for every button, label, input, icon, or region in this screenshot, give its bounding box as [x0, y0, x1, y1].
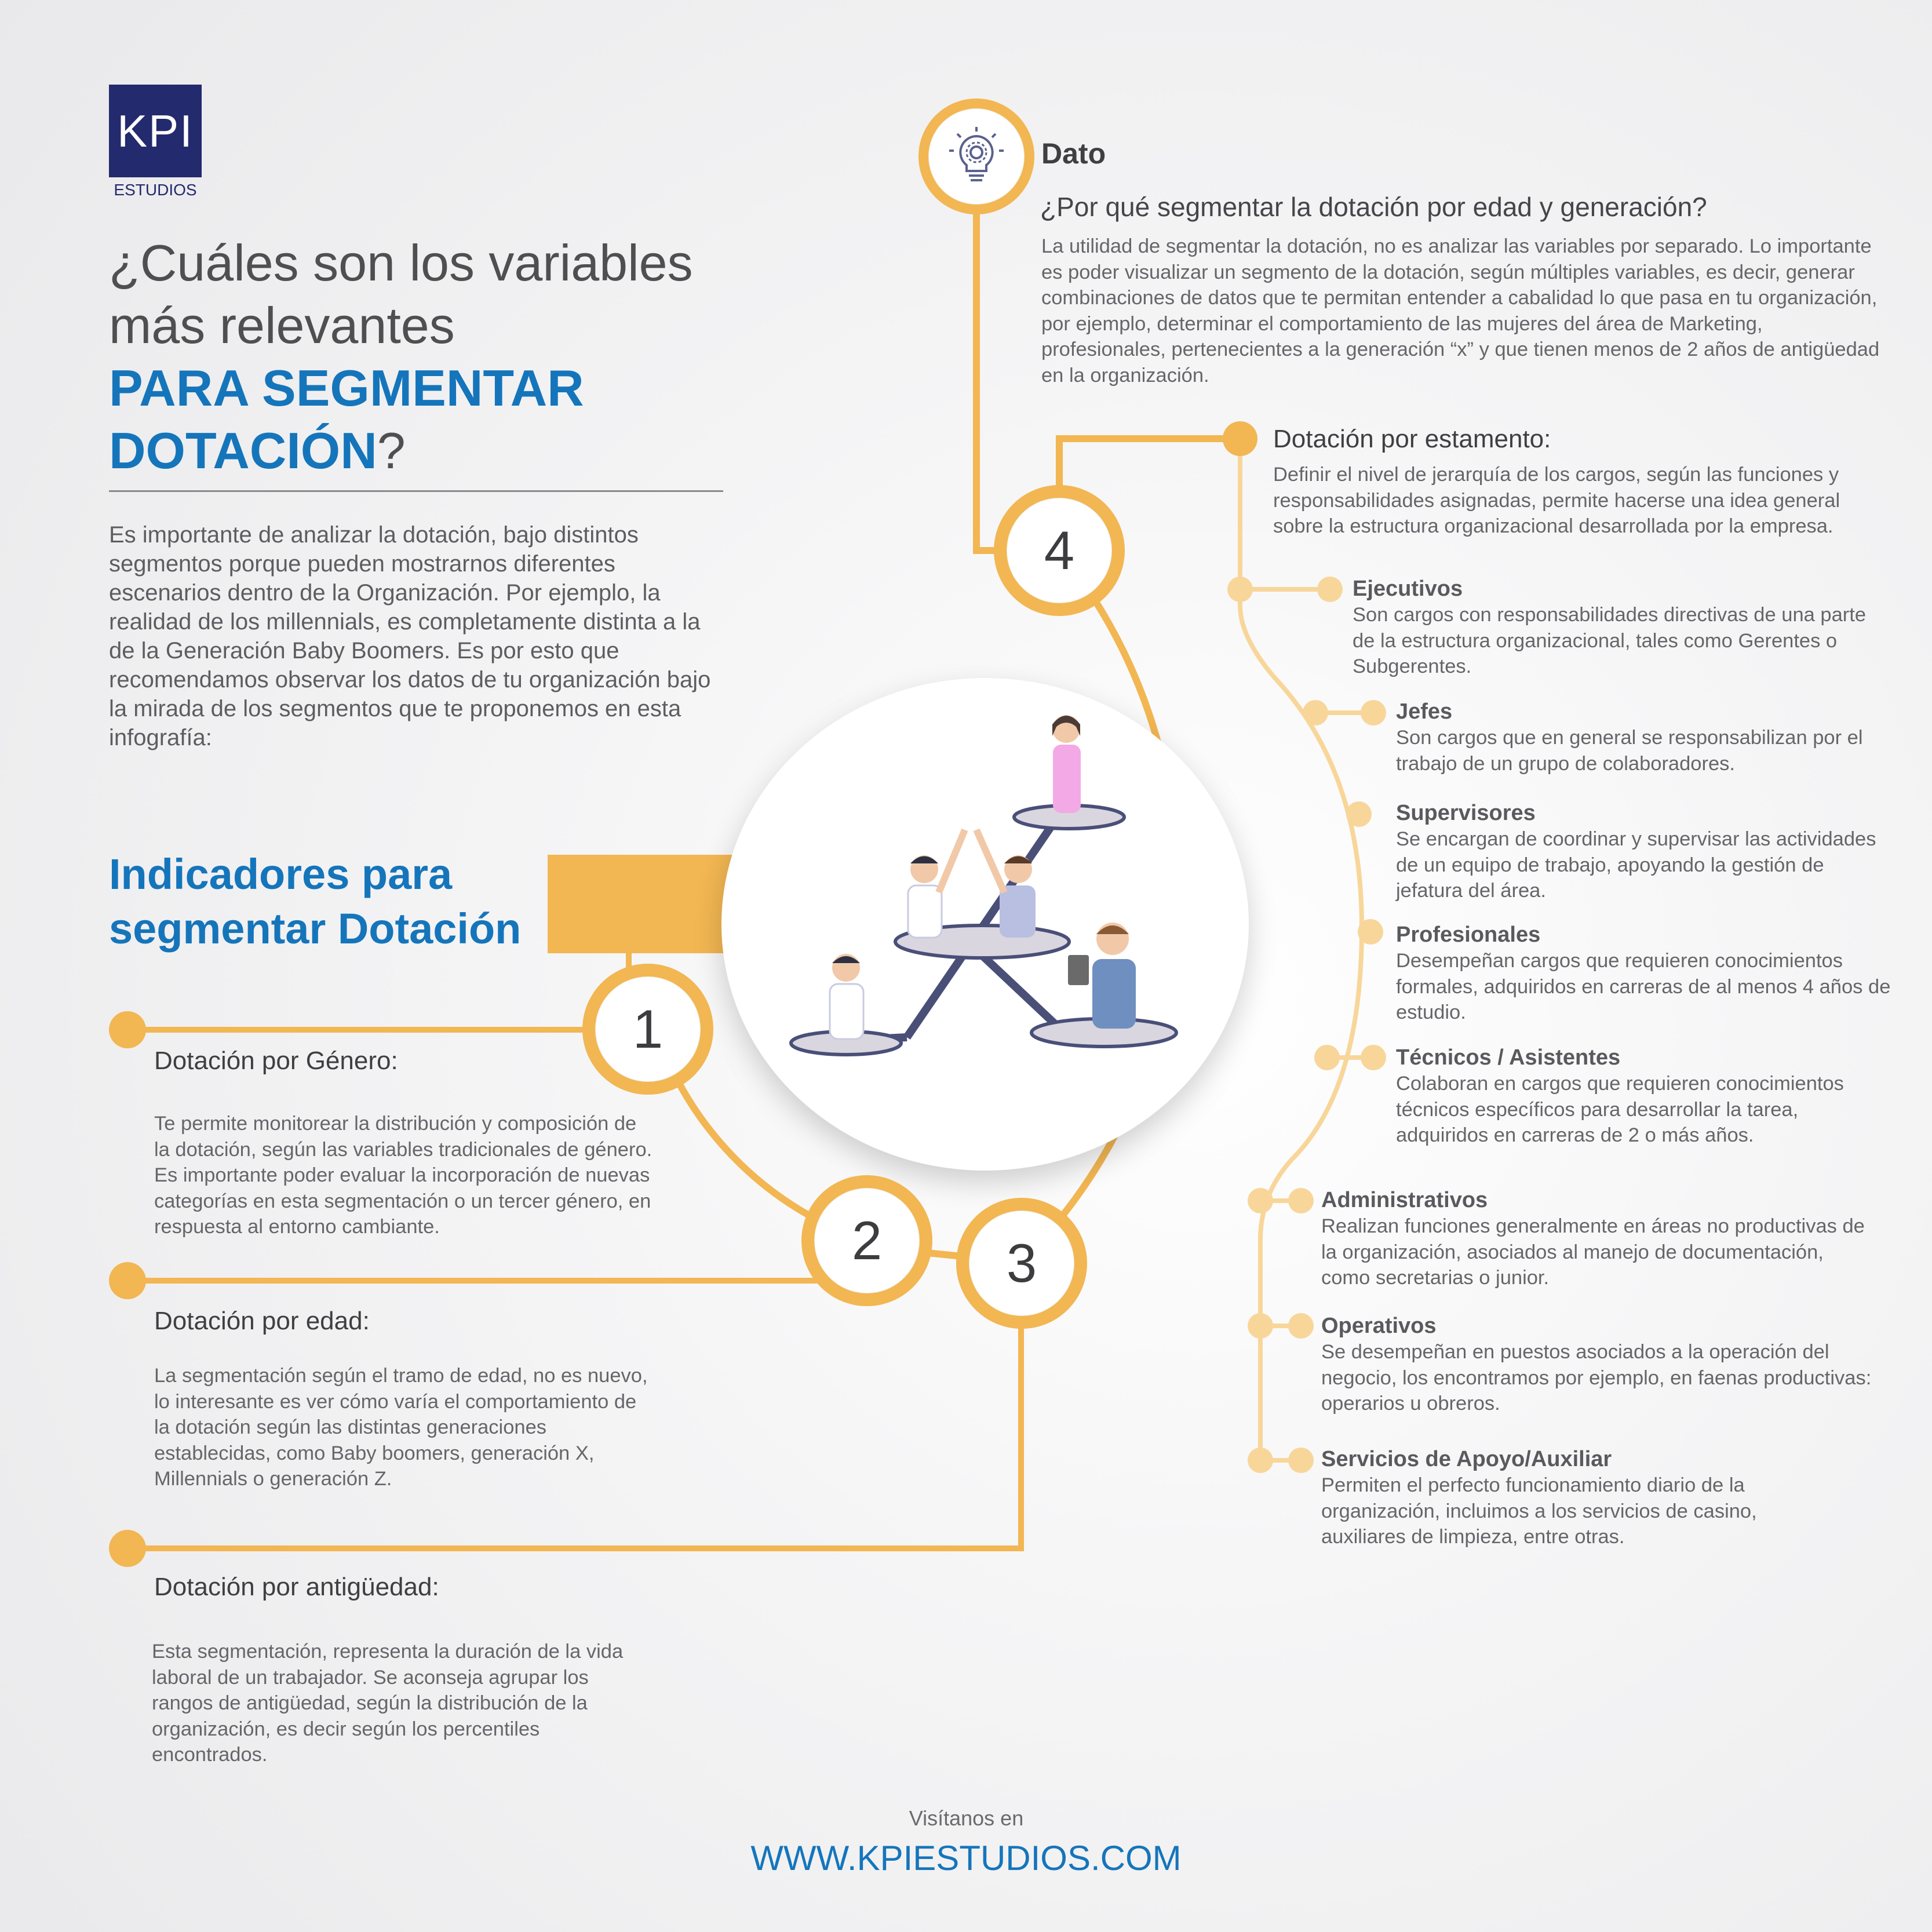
page-title	[109, 232, 735, 482]
footer-website-link[interactable]: WWW.KPIESTUDIOS.COM	[750, 1839, 1182, 1878]
intro-paragraph: Es importante de analizar la dotación, bajo distintos segmentos porque pueden mostrarnos diferentes escenarios dentro de la Organización. Por ejemplo, la realidad de los millennials, es completamente distinta a la de la Generación Baby Boomers. Es por esto que recomendamos observar los datos de tu organización bajo la mirada de los segmentos que te proponemos en esta infografía:	[109, 522, 711, 750]
footer-visit-label: Visítanos en	[909, 1806, 1024, 1830]
number-badge-2	[801, 1175, 932, 1306]
estamento-item-text: Se desempeñan en puestos asociados a la operación del negocio, los encontramos por ejemplo, en faenas productivas: operarios u obreros.	[1321, 1341, 1872, 1415]
indicators-label-line-2: segmentar Dotación	[109, 905, 522, 953]
estamento-item-text: Son cargos con responsabilidades directivas de una parte de la estructura organizacional, tales como Gerentes o Subgerentes.	[1353, 604, 1867, 677]
estamento-item-operativos	[1321, 1313, 1889, 1417]
title-line-4	[109, 420, 735, 482]
genero-title: Dotación por Género:	[154, 1047, 398, 1075]
estamento-item-tecnicos	[1396, 1044, 1894, 1149]
title-divider	[109, 490, 723, 492]
estamento-item-text: Son cargos que en general se responsabilizan por el trabajo de un grupo de colaboradores.	[1396, 727, 1863, 775]
lightbulb-badge	[918, 99, 1034, 214]
team-figures-icon	[721, 678, 1249, 1171]
edad-text: La segmentación según el tramo de edad, no es nuevo, lo interesante es ver cómo varía el comportamiento de la dotación según las distintas generaciones establecidas, como Baby boomers, generación X, Millennials o generación Z.	[154, 1365, 648, 1490]
number-badge-3	[956, 1198, 1087, 1329]
estamento-item-text: Desempeñan cargos que requieren conocimientos formales, adquiridos en carreras de al menos 4 años de estudio.	[1396, 950, 1891, 1023]
title-line-2: más relevantes	[109, 297, 455, 354]
estamento-item-servicios	[1321, 1446, 1843, 1550]
title-line-4-end: ?	[377, 422, 406, 479]
estamento-item-profesionales	[1396, 921, 1894, 1026]
indicators-label-line-1: Indicadores para	[109, 850, 453, 898]
number-3-label: 3	[969, 1211, 1074, 1315]
estamento-item-title: Ejecutivos	[1353, 577, 1463, 601]
estamento-item-text: Realizan funciones generalmente en áreas no productivas de la organización, asociados al manejo de documentación, como secretarias o junior.	[1321, 1215, 1865, 1289]
indicators-label	[109, 847, 573, 956]
estamento-item-title: Administrativos	[1321, 1188, 1488, 1212]
estamento-item-text: Permiten el perfecto funcionamiento diario de la organización, incluimos a los servicios de casino, auxiliares de limpieza, entre otras.	[1321, 1474, 1757, 1548]
kpi-logo[interactable]	[109, 85, 202, 198]
estamento-item-text: Colaboran en cargos que requieren conocimientos técnicos específicos para desarrollar la tarea, adquiridos en carreras de 2 o más años.	[1396, 1073, 1844, 1146]
estamento-title: Dotación por estamento:	[1273, 425, 1551, 453]
number-2-label: 2	[815, 1189, 919, 1293]
dato-label: Dato	[1041, 137, 1106, 170]
estamento-item-title: Técnicos / Asistentes	[1396, 1045, 1621, 1070]
estamento-item-supervisores	[1396, 800, 1894, 904]
estamento-text: Definir el nivel de jerarquía de los cargos, según las funciones y responsabilidades asignadas, permite hacerse una idea general sobre la estructura organizacional desarrollada por la empresa.	[1273, 464, 1840, 537]
dato-question: ¿Por qué segmentar la dotación por edad y generación?	[1040, 192, 1707, 222]
title-line-1: ¿Cuáles son los variables	[109, 234, 693, 291]
estamento-item-jefes	[1396, 698, 1894, 777]
number-4-label: 4	[1007, 498, 1111, 603]
estamento-item-title: Servicios de Apoyo/Auxiliar	[1321, 1447, 1612, 1471]
estamento-item-title: Jefes	[1396, 699, 1453, 724]
estamento-item-administrativos	[1321, 1187, 1878, 1291]
number-badge-1	[582, 964, 713, 1095]
lightbulb-gear-icon	[945, 125, 1008, 188]
title-line-3: PARA SEGMENTAR	[109, 359, 584, 417]
genero-text: Te permite monitorear la distribución y composición de la dotación, según las variables tradicionales de género. Es importante poder evaluar la incorporación de nuevas categorías en esta segmentación o un tercer género, en respuesta al entorno cambiante.	[154, 1113, 652, 1238]
estamento-item-title: Supervisores	[1396, 801, 1536, 825]
logo-subtext: ESTUDIOS	[114, 181, 197, 199]
estamento-item-title: Operativos	[1321, 1314, 1437, 1338]
logo-text: KPI	[117, 105, 194, 156]
antiguedad-title: Dotación por antigüedad:	[154, 1573, 439, 1601]
estamento-item-ejecutivos	[1353, 575, 1886, 680]
edad-title: Dotación por edad:	[154, 1307, 370, 1335]
estamento-item-text: Se encargan de coordinar y supervisar las actividades de un equipo de trabajo, apoyando la gestión de jefatura del área.	[1396, 828, 1876, 902]
dato-text: La utilidad de segmentar la dotación, no es analizar las variables por separado. Lo importante es poder visualizar un segmento de la dotación, según múltiples variables, es decir, generar combinaciones de datos que te permitan entender a cabalidad lo que pasa en tu organización, por ejemplo, determinar el comportamiento de las mujeres del área de Marketing, profesionales, pertenecientes a la generación “x” y que tienen menos de 2 años de antigüedad en la organización.	[1041, 235, 1880, 387]
number-badge-4	[994, 485, 1125, 616]
team-illustration	[721, 678, 1249, 1171]
title-line-4-bold: DOTACIÓN	[109, 422, 377, 479]
estamento-item-title: Profesionales	[1396, 923, 1541, 947]
antiguedad-text: Esta segmentación, representa la duración de la vida laboral de un trabajador. Se aconseja agrupar los rangos de antigüedad, según la distribución de la organización, es decir según los percentiles encontrados.	[152, 1641, 624, 1766]
number-1-label: 1	[596, 977, 700, 1081]
